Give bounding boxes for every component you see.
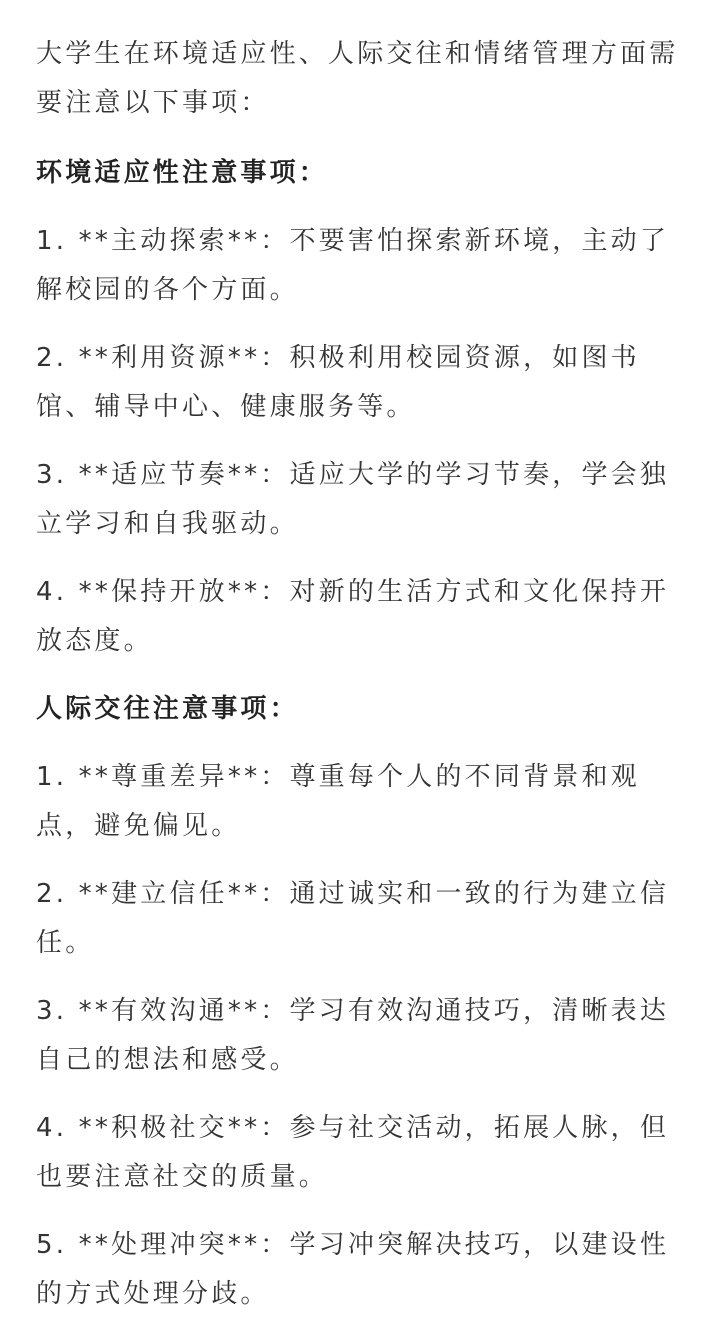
- section-interpersonal: [36, 685, 684, 1319]
- list-item: 2. **建立信任**：通过诚实和一致的行为建立信任。: [36, 879, 670, 958]
- list-item: 1. **尊重差异**：尊重每个人的不同背景和观点，避免偏见。: [36, 762, 640, 841]
- list-item: 1. **主动探索**：不要害怕探索新环境，主动了解校园的各个方面。: [36, 226, 670, 305]
- list-item: 4. **保持开放**：对新的生活方式和文化保持开放态度。: [36, 577, 670, 656]
- list-item: 4. **积极社交**：参与社交活动，拓展人脉，但也要注意社交的质量。: [36, 1113, 670, 1192]
- list-item: 3. **有效沟通**：学习有效沟通技巧，清晰表达自己的想法和感受。: [36, 996, 670, 1075]
- section-environment: [36, 149, 684, 666]
- section-heading: 人际交往注意事项：: [36, 694, 299, 724]
- list-item: 2. **利用资源**：积极利用校园资源，如图书馆、辅导中心、健康服务等。: [36, 343, 640, 422]
- section-heading: 环境适应性注意事项：: [36, 158, 329, 188]
- intro-paragraph: 大学生在环境适应性、人际交往和情绪管理方面需要注意以下事项：: [36, 39, 679, 118]
- article-body: [36, 30, 684, 1338]
- list-item: 3. **适应节奏**：适应大学的学习节奏，学会独立学习和自我驱动。: [36, 460, 670, 539]
- list-item: 5. **处理冲突**：学习冲突解决技巧，以建设性的方式处理分歧。: [36, 1230, 670, 1309]
